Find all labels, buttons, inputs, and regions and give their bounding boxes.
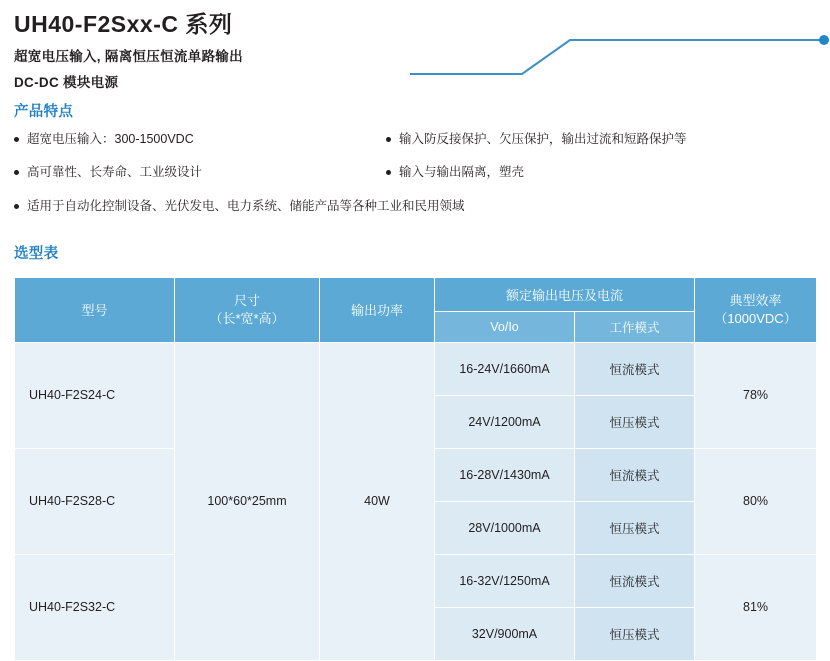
bullet-icon [14, 204, 19, 209]
col-header-work-mode: 工作模式 [575, 311, 695, 342]
cell-model: UH40-F2S28-C [15, 448, 175, 554]
cell-work-mode: 恒流模式 [575, 554, 695, 607]
col-header-power: 输出功率 [320, 277, 435, 342]
col-header-model: 型号 [15, 277, 175, 342]
cell-work-mode: 恒流模式 [575, 448, 695, 501]
feature-text: 输入防反接保护、欠压保护，输出过流和短路保护等 [399, 132, 687, 146]
table-header [15, 277, 817, 342]
cell-work-mode: 恒压模式 [575, 395, 695, 448]
table-header-row-1 [15, 277, 817, 311]
col-header-dimension [175, 277, 320, 342]
col-header-vo-io: Vo/Io [435, 311, 575, 342]
cell-efficiency: 81% [695, 554, 817, 660]
cell-power: 40W [320, 342, 435, 660]
feature-text: 输入与输出隔离，塑壳 [399, 165, 525, 180]
cell-efficiency: 78% [695, 342, 817, 448]
selection-heading: 选型表 [14, 245, 59, 262]
features-list [0, 131, 830, 214]
bullet-icon [386, 137, 391, 142]
page-subtitle-secondary: DC-DC 模块电源 [14, 74, 119, 90]
list-item [14, 131, 386, 147]
cell-vo-io: 16-32V/1250mA [435, 554, 575, 607]
cell-model: UH40-F2S24-C [15, 342, 175, 448]
bullet-icon [386, 170, 391, 175]
feature-text: 适用于自动化控制设备、光伏发电、电力系统、储能产品等各种工业和民用领域 [27, 198, 465, 213]
page-title: UH40-F2Sxx-C 系列 [14, 11, 233, 37]
selection-section [0, 242, 830, 661]
cell-vo-io: 28V/1000mA [435, 501, 575, 554]
col-header-efficiency [695, 277, 817, 342]
cell-dimension: 100*60*25mm [175, 342, 320, 660]
cell-work-mode: 恒压模式 [575, 607, 695, 660]
col-header-efficiency-line2: （1000VDC） [714, 310, 797, 326]
list-item [14, 198, 816, 214]
list-item [386, 164, 816, 180]
cell-work-mode: 恒压模式 [575, 501, 695, 554]
feature-row [14, 198, 816, 214]
cell-efficiency: 80% [695, 448, 817, 554]
bullet-icon [14, 170, 19, 175]
col-header-rated-group: 额定输出电压及电流 [435, 277, 695, 311]
cell-vo-io: 32V/900mA [435, 607, 575, 660]
col-header-efficiency-line1: 典型效率 [729, 293, 782, 309]
cell-vo-io: 16-28V/1430mA [435, 448, 575, 501]
page-subtitle-primary: 超宽电压输入, 隔离恒压恒流单路输出 [14, 48, 243, 64]
col-header-dimension-line2: （长*宽*高） [209, 310, 285, 326]
table-body [15, 342, 817, 660]
cell-vo-io: 24V/1200mA [435, 395, 575, 448]
cell-vo-io: 16-24V/1660mA [435, 342, 575, 395]
feature-text: 高可靠性、长寿命、工业级设计 [27, 165, 203, 180]
cell-model: UH40-F2S32-C [15, 554, 175, 660]
features-section [0, 100, 830, 214]
document-header [0, 0, 830, 90]
bullet-icon [14, 137, 19, 142]
selection-table [14, 277, 817, 661]
col-header-dimension-line1: 尺寸 [233, 293, 260, 309]
list-item [386, 131, 816, 147]
selection-table-wrap [14, 277, 816, 661]
features-heading: 产品特点 [14, 104, 74, 120]
cell-work-mode: 恒流模式 [575, 342, 695, 395]
list-item [14, 164, 386, 180]
feature-row [14, 164, 816, 180]
feature-text: 超宽电压输入：300-1500VDC [27, 132, 194, 146]
feature-row [14, 131, 816, 147]
table-row [15, 342, 817, 395]
